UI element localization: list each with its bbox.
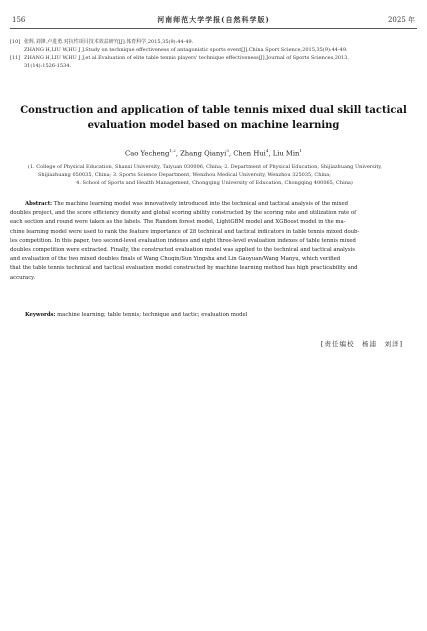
abstract-line: that the table tennis technical and tactical evaluation model constructed by machine learning method has high practicability and (10, 265, 358, 272)
title-line: Construction and application of table tennis mixed dual skill tactical (20, 105, 407, 116)
author-name: Cao Yecheng (125, 149, 170, 158)
journal-name: 河南师范大学学报(自然科学版) (157, 15, 270, 24)
paper-title (20, 103, 407, 133)
running-header (10, 14, 417, 26)
editor-note: [责任编校 杨浦 刘洋] (320, 340, 403, 348)
reference-line: 31(14):1526-1534. (24, 63, 72, 69)
abstract-line: doubles competition were extracted. Finally, the constructed evaluation model was applied to the technical and tactical analysis (10, 247, 355, 254)
author-affiliation-mark: 1 (299, 148, 302, 153)
author-affiliation-mark: 4 (265, 148, 269, 153)
author-name: Zhang Qianyi (180, 149, 227, 158)
author-affiliation-mark: 3 (226, 148, 229, 153)
reference-item (10, 54, 413, 70)
abstract-line: les competition. In this paper, two second-level evaluation indexes and eight three-level evaluation indexes of table tennis mixed (10, 237, 356, 244)
title-line: evaluation model based on machine learning (87, 120, 340, 131)
keywords (25, 311, 247, 320)
author-affiliation-mark: 1,2 (169, 148, 176, 153)
reference-line: ZHANG H,LIU W,HU J J.Study on technique effectiveness of antagonistic sports event[J].China Sport Science,2015,35(9):44-49. (24, 47, 348, 53)
author-list (20, 146, 407, 158)
reference-number: [11] (10, 55, 21, 61)
affiliations (28, 163, 401, 187)
page-number: 156 (12, 16, 26, 24)
author-name: Liu Min (272, 149, 300, 158)
reference-list (10, 38, 413, 70)
author-separator: , (228, 149, 234, 158)
affiliation-line: Shijiazhuang 050035, China; 3. Sports Science Department, Wenzhou Medical University, Wenzhou 325035, China; (38, 172, 331, 178)
header-divider (10, 28, 417, 29)
header-year: 2025 年 (387, 16, 415, 24)
affiliation-line: 4. School of Sports and Health Management, Chongqing University of Education, Chongqing 400065, China) (76, 180, 353, 186)
abstract-line: doubles project, and the score efficiency density and global scoring ability constructed by the scoring rate and utilization rate of (10, 210, 357, 217)
abstract-line: each section and round were taken as the labels. The Random forest model, LightGBM model and XGBoost model in the ma- (10, 219, 346, 226)
abstract-line: The machine learning model was innovatively introduced into the technical and tactical analysis of the mixed (52, 201, 349, 207)
reference-line: ZHANG H,LIU W,HU J J,et al.Evaluation of elite table tennis players' technique effectiveness[J].Journal of Sports Sciences,2013, (24, 55, 350, 61)
reference-number: [10] (10, 39, 21, 45)
reference-item (10, 38, 413, 54)
author-separator: , (175, 149, 181, 158)
keywords-text: machine learning; table tennis; technique and tactic; evaluation model (55, 312, 248, 318)
keywords-label: Keywords: (25, 312, 56, 318)
abstract-label: Abstract: (25, 201, 53, 207)
author-name: Chen Hui (233, 149, 266, 158)
abstract-line: accuracy. (10, 274, 36, 281)
author-separator: , (268, 149, 273, 158)
affiliation-line: (1. College of Physical Education, Shanxi University, Taiyuan 030006, China; 2. Department of Physical Education, Shijiazhuang University, (28, 164, 383, 170)
abstract-line: chine learning model were used to rank the feature importance of 28 technical and tactical indicators in table tennis mixed doub- (10, 228, 360, 235)
abstract-line: and evaluation of the two mixed doubles finals of Wang Chuqin/Sun Yingsha and Lin Gaoyuan/Wang Manyu, which verified (10, 256, 341, 263)
abstract (10, 200, 415, 283)
reference-line: 张辉,刘锋,卢进勇.对抗性项目技术效益研究[J].体育科学,2015,35(9):44-49. (24, 39, 194, 45)
